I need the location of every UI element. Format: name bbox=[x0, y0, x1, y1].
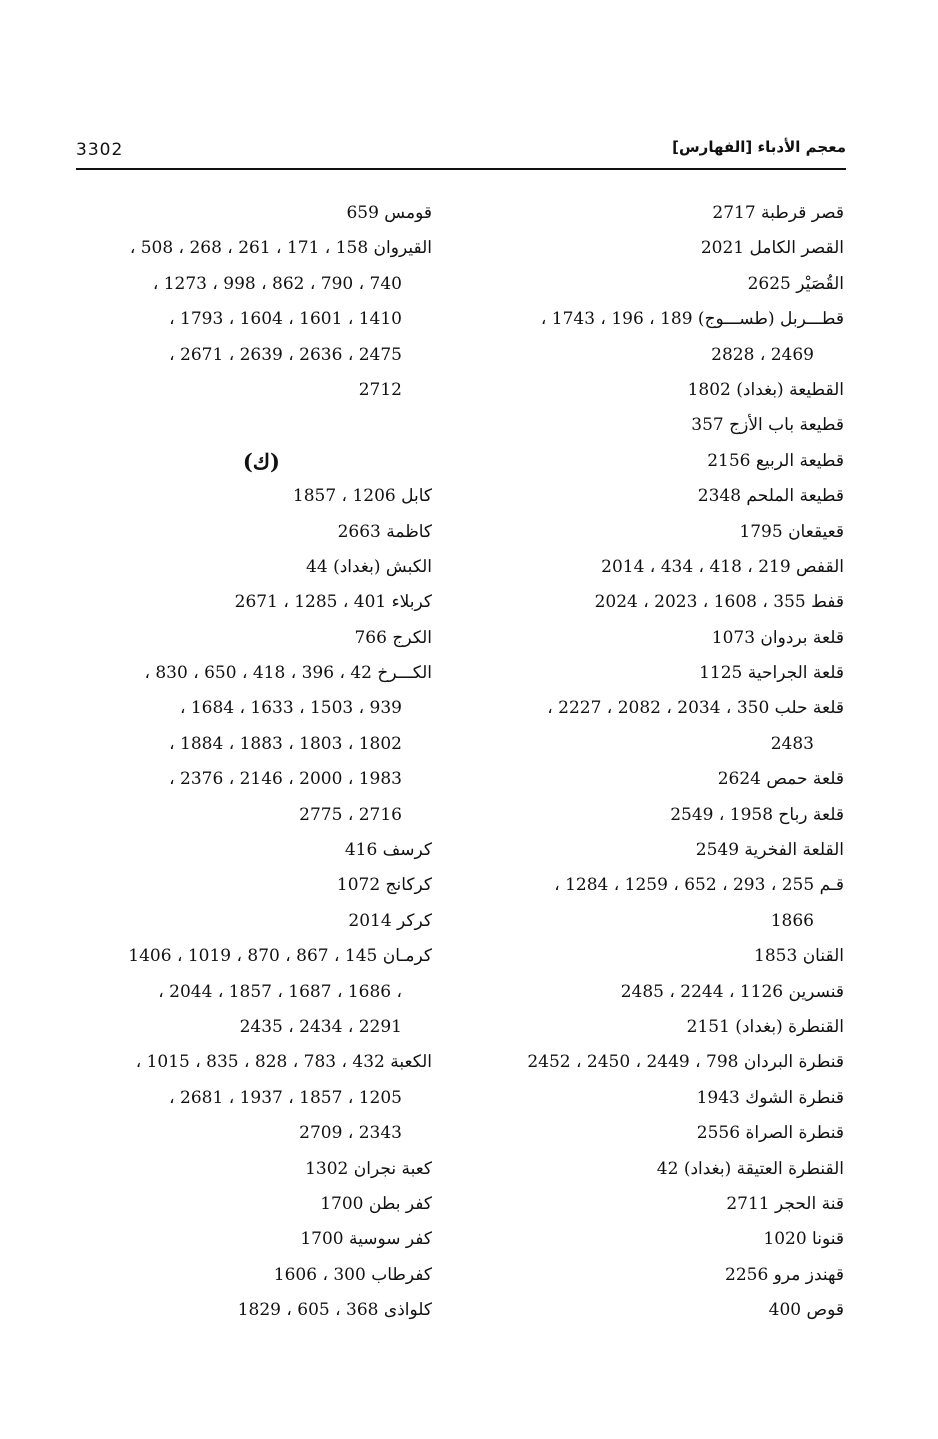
index-entry: الكرج 766 bbox=[354, 627, 432, 648]
index-group-kaf bbox=[72, 479, 432, 1328]
index-entry: قعيقعان 1795 bbox=[739, 521, 844, 542]
index-entry-continuation: ، 1686 ، 1687 ، 1857 ، 2044 ، bbox=[158, 981, 402, 1002]
index-entry: قـم 255 ، 293 ، 652 ، 1259 ، 1284 ، bbox=[554, 875, 844, 896]
index-entry-continuation: 2475 ، 2636 ، 2639 ، 2671 ، bbox=[169, 344, 402, 365]
index-entry: الكعبة 432 ، 783 ، 828 ، 835 ، 1015 ، bbox=[135, 1052, 432, 1073]
index-entry: قهندز مرو 2256 bbox=[725, 1264, 844, 1285]
index-entry: القنطرة العتيقة (بغداد) 42 bbox=[656, 1158, 844, 1179]
index-entry: قلعة بردوان 1073 bbox=[711, 627, 844, 648]
index-entry: كرمـان 145 ، 867 ، 870 ، 1019 ، 1406 bbox=[128, 946, 432, 967]
index-entry-continuation: 2291 ، 2434 ، 2435 bbox=[239, 1016, 402, 1037]
index-entry: كركانج 1072 bbox=[336, 875, 432, 896]
index-entry: كفر بطن 1700 bbox=[320, 1193, 432, 1214]
index-entry-continuation: 1802 ، 1803 ، 1883 ، 1884 ، bbox=[169, 733, 402, 754]
index-entry-continuation: 2483 bbox=[770, 733, 814, 754]
index-entry: كفرطاب 300 ، 1606 bbox=[273, 1264, 432, 1285]
index-entry-continuation: 1205 ، 1857 ، 1937 ، 2681 ، bbox=[169, 1087, 402, 1108]
index-entry-continuation: 2343 ، 2709 bbox=[299, 1123, 402, 1144]
section-spacer bbox=[72, 408, 432, 443]
index-entry: الكـــرخ 42 ، 396 ، 418 ، 650 ، 830 ، bbox=[144, 663, 432, 684]
index-entry: كربلاء 401 ، 1285 ، 2671 bbox=[234, 592, 432, 613]
index-entry: قنسرين 1126 ، 2244 ، 2485 bbox=[620, 981, 844, 1002]
index-entry: كلواذى 368 ، 605 ، 1829 bbox=[237, 1300, 432, 1321]
index-entry-continuation: 1983 ، 2000 ، 2146 ، 2376 ، bbox=[169, 769, 402, 790]
index-entry: كركر 2014 bbox=[348, 910, 432, 931]
index-entry: القُصَيْر 2625 bbox=[747, 273, 844, 294]
index-entry: قطيعة الربيع 2156 bbox=[707, 450, 844, 471]
index-entry: قلعة الجراحية 1125 bbox=[699, 663, 844, 684]
index-entry: القنطرة (بغداد) 2151 bbox=[686, 1016, 844, 1037]
index-entry-continuation: 2716 ، 2775 bbox=[299, 804, 402, 825]
index-entry: قومس 659 bbox=[346, 203, 432, 223]
index-entry-continuation: 2712 bbox=[358, 379, 402, 400]
index-entry: الكبش (بغداد) 44 bbox=[306, 556, 432, 577]
index-group-qaf bbox=[72, 196, 432, 408]
index-entry-continuation: 740 ، 790 ، 862 ، 998 ، 1273 ، bbox=[152, 273, 402, 294]
index-entry: قلعة حمص 2624 bbox=[717, 769, 844, 790]
index-entry: القيروان 158 ، 171 ، 261 ، 268 ، 508 ، bbox=[129, 238, 432, 259]
index-entry: القلعة الفخرية 2549 bbox=[695, 840, 844, 861]
index-entry: قوص 400 bbox=[768, 1300, 844, 1321]
book-title: معجم الأدباء [الفهارس] bbox=[672, 138, 846, 156]
index-entry: كفر سوسية 1700 bbox=[300, 1229, 432, 1250]
index-entry: قطـــربل (طســـوج) 189 ، 196 ، 1743 ، bbox=[540, 309, 844, 330]
index-column-right bbox=[484, 196, 844, 1329]
index-entry: قنونا 1020 bbox=[763, 1229, 844, 1250]
index-entry: قطيعة باب الأزج 357 bbox=[691, 415, 844, 436]
index-entry: قنطرة الصراة 2556 bbox=[696, 1123, 844, 1144]
index-entry: كرسف 416 bbox=[344, 840, 432, 861]
index-entry: قنة الحجر 2711 bbox=[726, 1193, 844, 1214]
index-entry: قنطرة الشوك 1943 bbox=[696, 1087, 844, 1108]
index-entry: القطيعة (بغداد) 1802 bbox=[687, 379, 844, 400]
section-letter-heading: (ك) bbox=[242, 448, 280, 474]
index-entry: كابل 1206 ، 1857 bbox=[292, 486, 432, 507]
index-entry: قلعة رباح 1958 ، 2549 bbox=[670, 804, 844, 825]
index-entry: قنطرة البردان 798 ، 2449 ، 2450 ، 2452 bbox=[527, 1052, 844, 1073]
index-entry: قصر قرطبة 2717 bbox=[712, 203, 844, 223]
page-header bbox=[76, 136, 846, 170]
index-entry: قلعة حلب 350 ، 2034 ، 2082 ، 2227 ، bbox=[547, 698, 844, 719]
page-number: 3302 bbox=[76, 140, 124, 160]
index-entry: كعبة نجران 1302 bbox=[305, 1158, 432, 1179]
index-entry-continuation: 1410 ، 1601 ، 1604 ، 1793 ، bbox=[169, 309, 402, 330]
index-entry: قطيعة الملحم 2348 bbox=[697, 486, 844, 507]
index-entry: القنان 1853 bbox=[754, 946, 844, 967]
index-entry: القفص 219 ، 418 ، 434 ، 2014 bbox=[601, 556, 844, 577]
index-entry: قفط 355 ، 1608 ، 2023 ، 2024 bbox=[594, 592, 844, 613]
index-entry: القصر الكامل 2021 bbox=[700, 238, 844, 259]
index-entry-continuation: 1866 bbox=[770, 910, 814, 931]
index-entry-continuation: 939 ، 1503 ، 1633 ، 1684 ، bbox=[179, 698, 402, 719]
index-entry-continuation: 2469 ، 2828 bbox=[711, 344, 814, 365]
index-column-left bbox=[72, 196, 432, 1329]
index-entry: كاظمة 2663 bbox=[337, 521, 432, 542]
